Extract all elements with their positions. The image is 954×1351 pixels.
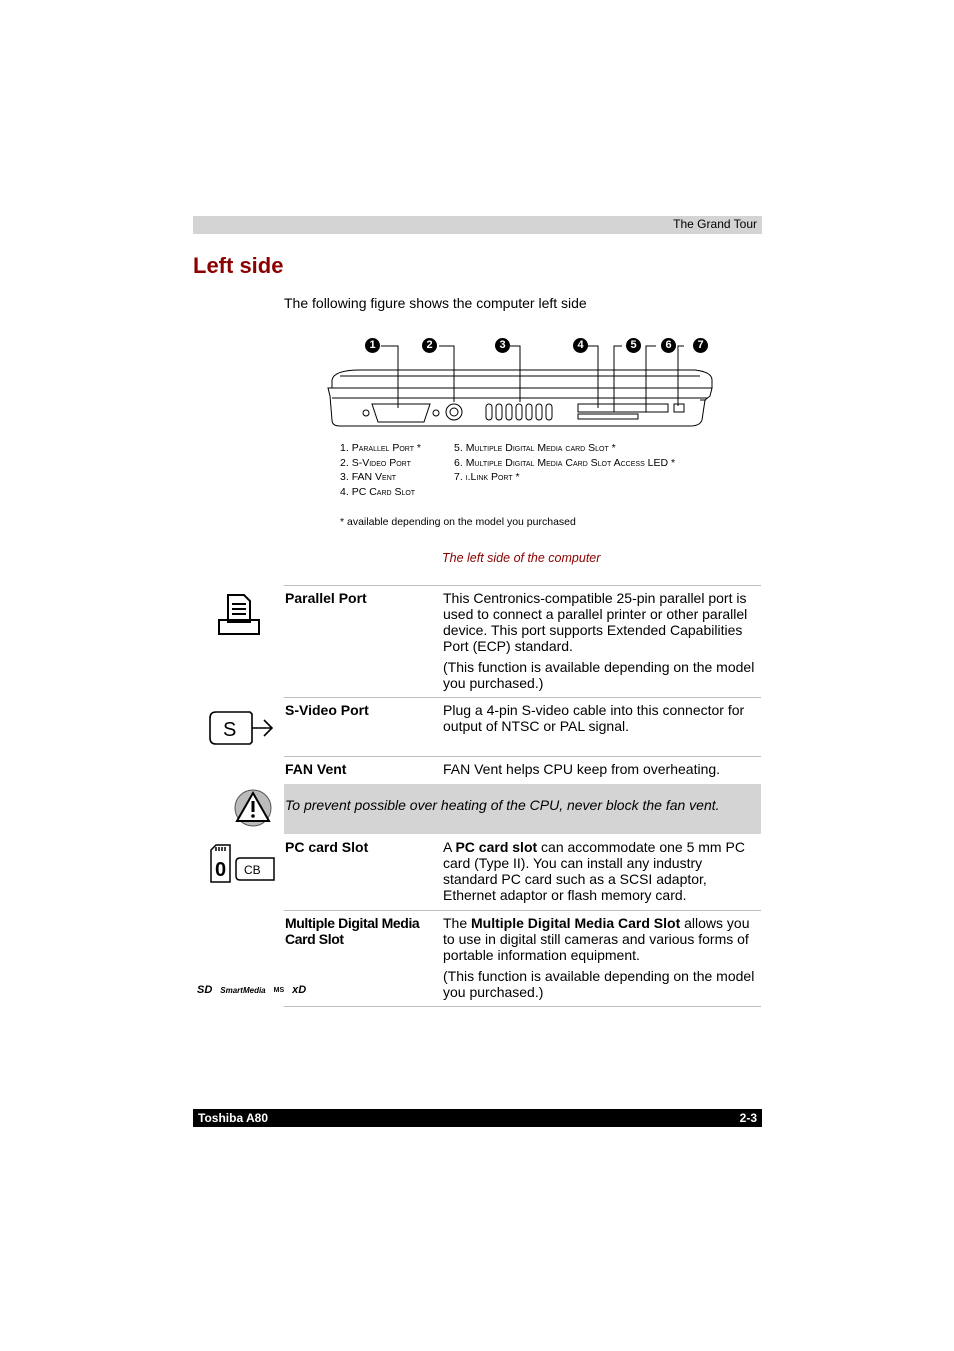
legend-label: S-Video Port <box>351 456 411 469</box>
row-term-parallel-port: Parallel Port <box>285 590 367 606</box>
row-desc-multiple-digital-media-card-slot <box>443 915 755 1005</box>
legend-item <box>340 485 421 500</box>
legend-item <box>454 470 675 485</box>
laptop-left-side-illustration <box>320 340 720 430</box>
row-desc-fan-vent <box>443 761 755 782</box>
footer-product-name: Toshiba A80 <box>198 1111 269 1125</box>
legend-item <box>340 470 421 485</box>
legend-item <box>454 456 675 471</box>
availability-text: (This function is available depending on the model you purchased.) <box>443 659 755 691</box>
page-footer <box>193 1109 762 1127</box>
svg-text:S: S <box>223 719 237 741</box>
table-divider <box>284 910 761 911</box>
callout-2: 2 <box>422 338 437 353</box>
row-term-pc-card-slot: PC card Slot <box>285 839 369 855</box>
callout-1: 1 <box>365 338 380 353</box>
memory-stick-logo-icon: MS <box>273 986 285 994</box>
legend-number: 7. <box>454 471 463 483</box>
legend-number: 1. <box>340 442 349 454</box>
callout-7: 7 <box>693 338 708 353</box>
pc-card-icon-label: CB <box>244 863 261 877</box>
legend-item <box>340 441 421 456</box>
parallel-port-icon <box>216 592 262 638</box>
description-suffix: allows you to use in digital still cameras and various forms of portable information equipment. <box>443 915 750 963</box>
smartmedia-logo-icon: SmartMedia <box>220 985 266 995</box>
legend-label: Multiple Digital Media Card Slot Access LED * <box>465 456 676 469</box>
figure-legend-right <box>454 441 675 485</box>
availability-note: * available depending on the model you purchased <box>340 516 576 528</box>
row-desc-parallel-port <box>443 590 755 696</box>
legend-number: 6. <box>454 456 463 469</box>
page-title: Left side <box>193 253 284 278</box>
legend-number: 3. <box>340 471 349 483</box>
description-prefix: The <box>443 915 472 931</box>
legend-label: i.Link Port * <box>465 471 520 483</box>
description-text: This Centronics-compatible 25-pin parallel port is used to connect a parallel printer or other parallel device. This port supports Extended Capabilities Port (ECP) standard. <box>443 590 748 654</box>
legend-label: FAN Vent <box>351 471 397 483</box>
row-term-fan-vent: FAN Vent <box>285 761 347 777</box>
legend-item <box>340 456 421 471</box>
description-text <box>443 839 755 903</box>
table-divider <box>284 756 761 757</box>
callout-4: 4 <box>573 338 588 353</box>
row-term-s-video-port: S-Video Port <box>285 702 369 718</box>
description-text: Plug a 4-pin S-video cable into this connector for output of NTSC or PAL signal. <box>443 702 745 734</box>
table-divider <box>284 697 761 698</box>
figure-legend-left <box>340 441 421 499</box>
media-card-logos <box>197 982 352 998</box>
intro-text: The following figure shows the computer left side <box>284 295 587 311</box>
table-divider <box>284 1006 761 1007</box>
svg-text:0: 0 <box>215 859 227 881</box>
callout-6: 6 <box>661 338 676 353</box>
table-divider <box>284 585 761 586</box>
availability-text: (This function is available depending on the model you purchased.) <box>443 968 755 1000</box>
description-text: FAN Vent helps CPU keep from overheating. <box>443 761 721 777</box>
row-term-multiple-digital-media-card-slot: Multiple Digital Media Card Slot <box>285 915 420 947</box>
callout-5: 5 <box>626 338 641 353</box>
legend-item <box>454 441 675 456</box>
sd-logo-icon: SD <box>197 984 213 996</box>
running-header <box>193 216 762 234</box>
legend-number: 4. <box>340 485 349 498</box>
callout-3: 3 <box>495 338 510 353</box>
legend-number: 5. <box>454 442 463 454</box>
row-desc-pc-card-slot <box>443 839 755 908</box>
warning-icon <box>233 788 273 828</box>
warning-text: To prevent possible over heating of the CPU, never block the fan vent. <box>285 797 720 813</box>
header-section-title: The Grand Tour <box>673 217 757 231</box>
s-video-icon <box>208 710 276 746</box>
figure-caption: The left side of the computer <box>442 551 601 565</box>
row-desc-s-video-port <box>443 702 755 739</box>
description-suffix: can accommodate one 5 mm PC card (Type II). You can install any industry standard PC card such as a SCSI adaptor, Ethernet adaptor or flash memory card. <box>443 839 745 903</box>
legend-label: Multiple Digital Media card Slot * <box>465 442 616 454</box>
legend-label: PC Card Slot <box>351 485 416 498</box>
description-prefix: A <box>443 839 456 855</box>
description-emphasis: Multiple Digital Media Card Slot <box>471 915 681 931</box>
legend-number: 2. <box>340 456 349 469</box>
legend-label: Parallel Port * <box>351 442 422 454</box>
pc-card-icon <box>208 842 278 884</box>
description-emphasis: PC card slot <box>455 839 538 855</box>
description-text <box>443 915 755 963</box>
xd-logo-icon: xD <box>292 984 307 996</box>
footer-page-number: 2-3 <box>739 1111 757 1125</box>
